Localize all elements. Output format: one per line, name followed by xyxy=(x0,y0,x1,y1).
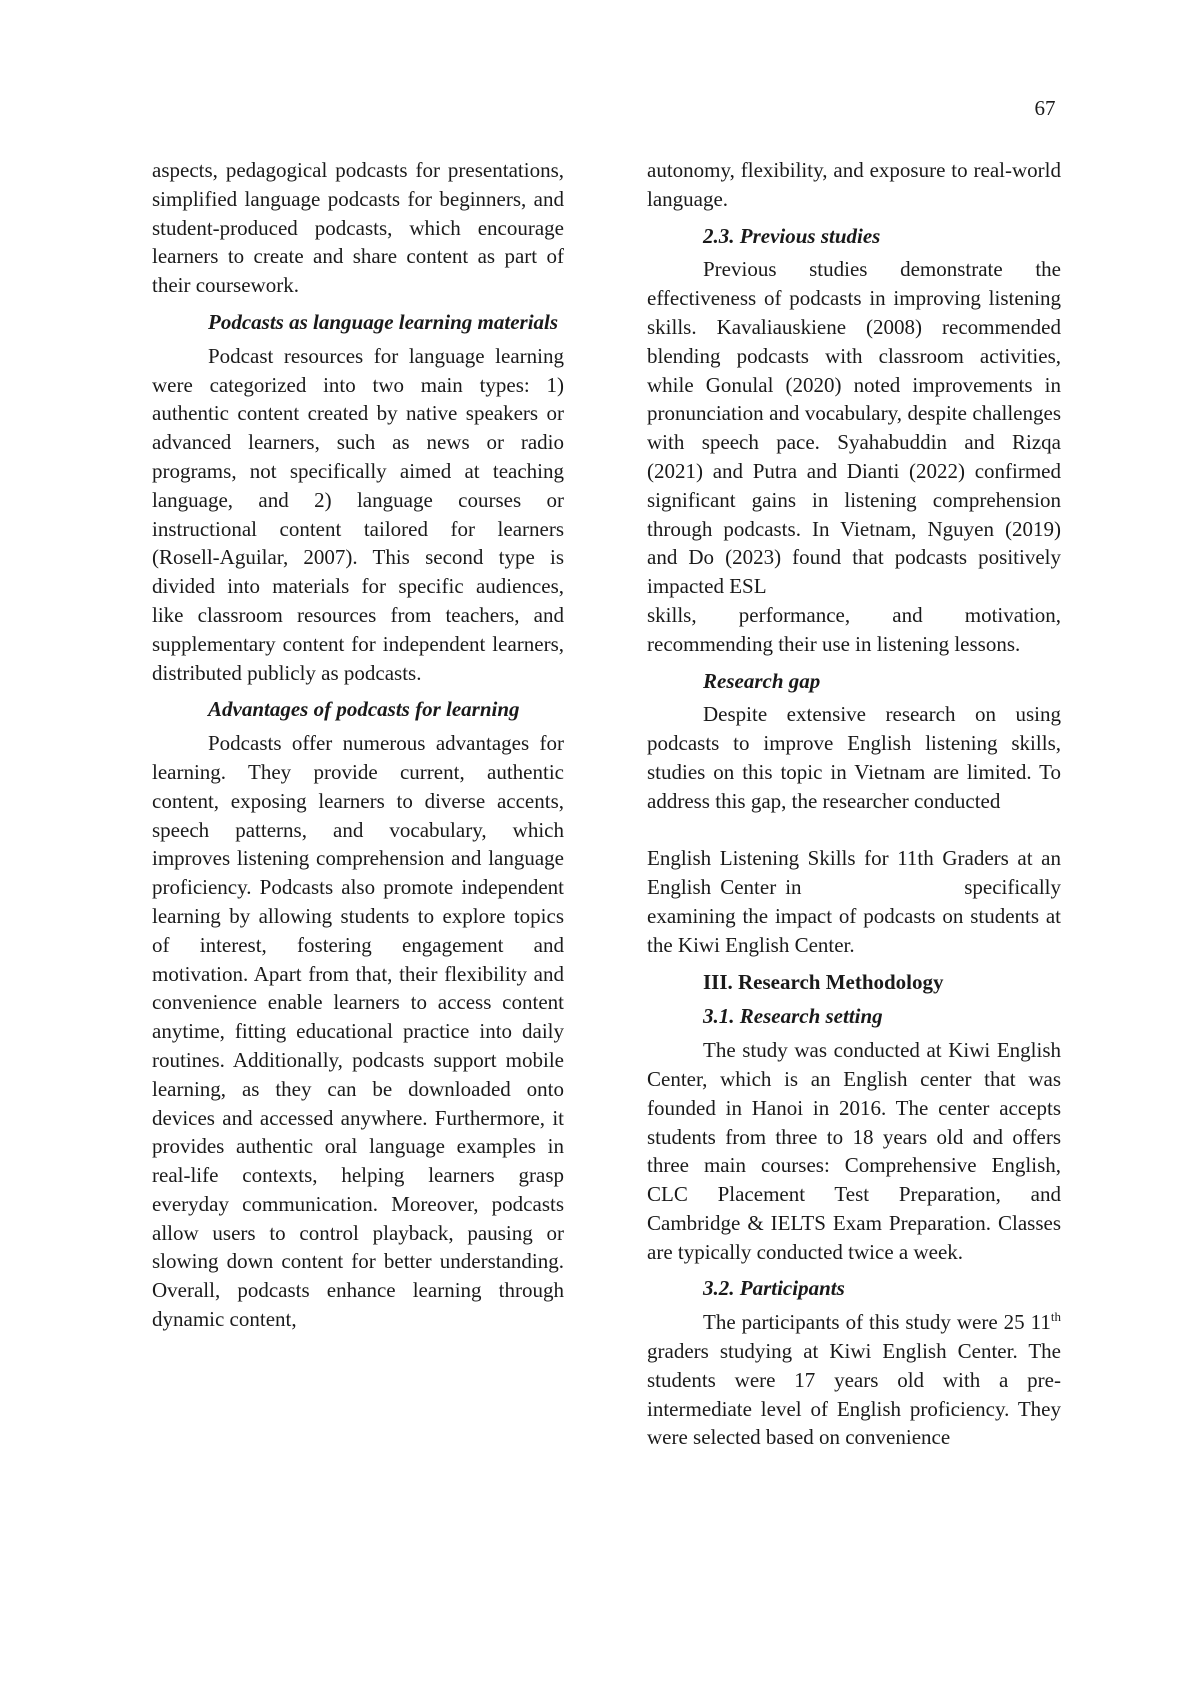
continued-paragraph: autonomy, flexibility, and exposure to real-world language. xyxy=(647,158,1061,211)
methodology-heading: III. Research Methodology xyxy=(703,969,944,994)
research-gap-heading: Research gap xyxy=(703,668,821,693)
blank-line xyxy=(647,816,1061,845)
intro-paragraph: aspects, pedagogical podcasts for presentations, simplified language podcasts for beginners, and student-produced podcasts, which encourage learners to create and share content as part of their coursework. xyxy=(152,158,564,298)
participants-heading: 3.2. Participants xyxy=(703,1276,845,1301)
advantages-paragraph: Podcasts offer numerous advantages for learning. They provide current, authentic content, exposing learners to diverse accents, speech patterns, and vocabulary, which improves listening comprehension and language proficiency. Podcasts also promote independent learning by allowing students to explore topics of interest, fostering engagement and motivation. Apart from that, their flexibility and convenience enable learners to access content anytime, fitting educational practice into daily routines. Additionally, podcasts support mobile learning, as they can be downloaded onto devices and accessed anywhere. Furthermore, it provides authentic oral language examples in real-life contexts, helping learners grasp everyday communication. Moreover, podcasts allow users to control playback, pausing or slowing down content for better understanding. Overall, podcasts enhance learning through dynamic content, xyxy=(152,731,564,1332)
research-setting-paragraph: The study was conducted at Kiwi English Center, which is an English center that was founded in Hanoi in 2016. The center accepts students from three to 18 years old and offers three main courses: Comprehensive English, CLC Placement Test Preparation, and Cambridge & IELTS Exam Preparation. Classes are typically conducted twice a week. xyxy=(647,1038,1061,1264)
research-gap-paragraph-cont: English Listening Skills for 11th Graders at an English Center in specifically examining the impact of podcasts on students at the Kiwi English Center. xyxy=(647,846,1061,957)
participants-paragraph xyxy=(647,1308,1061,1452)
materials-heading: Podcasts as language learning materials xyxy=(208,309,559,334)
right-column xyxy=(647,156,1061,1452)
advantages-heading: Advantages of podcasts for learning xyxy=(208,697,520,722)
research-setting-heading: 3.1. Research setting xyxy=(703,1004,883,1029)
research-gap-paragraph: Despite extensive research on using podcasts to improve English listening skills, studies on this topic in Vietnam are limited. To address this gap, the researcher conducted xyxy=(647,702,1061,813)
ordinal-suffix: th xyxy=(1050,1309,1061,1325)
previous-studies-heading: 2.3. Previous studies xyxy=(703,223,881,248)
previous-studies-paragraph: Previous studies demonstrate the effectiveness of podcasts in improving listening skills. Kavaliauskiene (2008) recommended blending podcasts with classroom activities, while Gonulal (2020) noted improvements in pronunciation and vocabulary, despite challenges with speech pace. Syahabuddin and Rizqa (2021) and Putra and Dianti (2022) confirmed significant gains in listening comprehension through podcasts. In Vietnam, Nguyen (2019) and Do (2023) found that podcasts positively impacted ESL xyxy=(647,257,1061,599)
participants-text-a: The participants of this study were 25 11 xyxy=(703,1310,1051,1335)
left-column xyxy=(152,156,564,1334)
page-number: 67 xyxy=(1034,96,1056,120)
participants-text-b: graders studying at Kiwi English Center. The students were 17 years old with a pre-intermediate level of English proficiency. They were selected based on convenience xyxy=(647,1339,1061,1450)
materials-paragraph: Podcast resources for language learning were categorized into two main types: 1) authentic content created by native speakers or advanced learners, such as news or radio programs, not specifically aimed at teaching language, and 2) language courses or instructional content tailored for learners (Rosell-Aguilar, 2007). This second type is divided into materials for specific audiences, like classroom resources from teachers, and supplementary content for independent learners, distributed publicly as podcasts. xyxy=(152,343,564,685)
previous-studies-paragraph-cont: skills, performance, and motivation, recommending their use in listening lessons. xyxy=(647,602,1061,656)
